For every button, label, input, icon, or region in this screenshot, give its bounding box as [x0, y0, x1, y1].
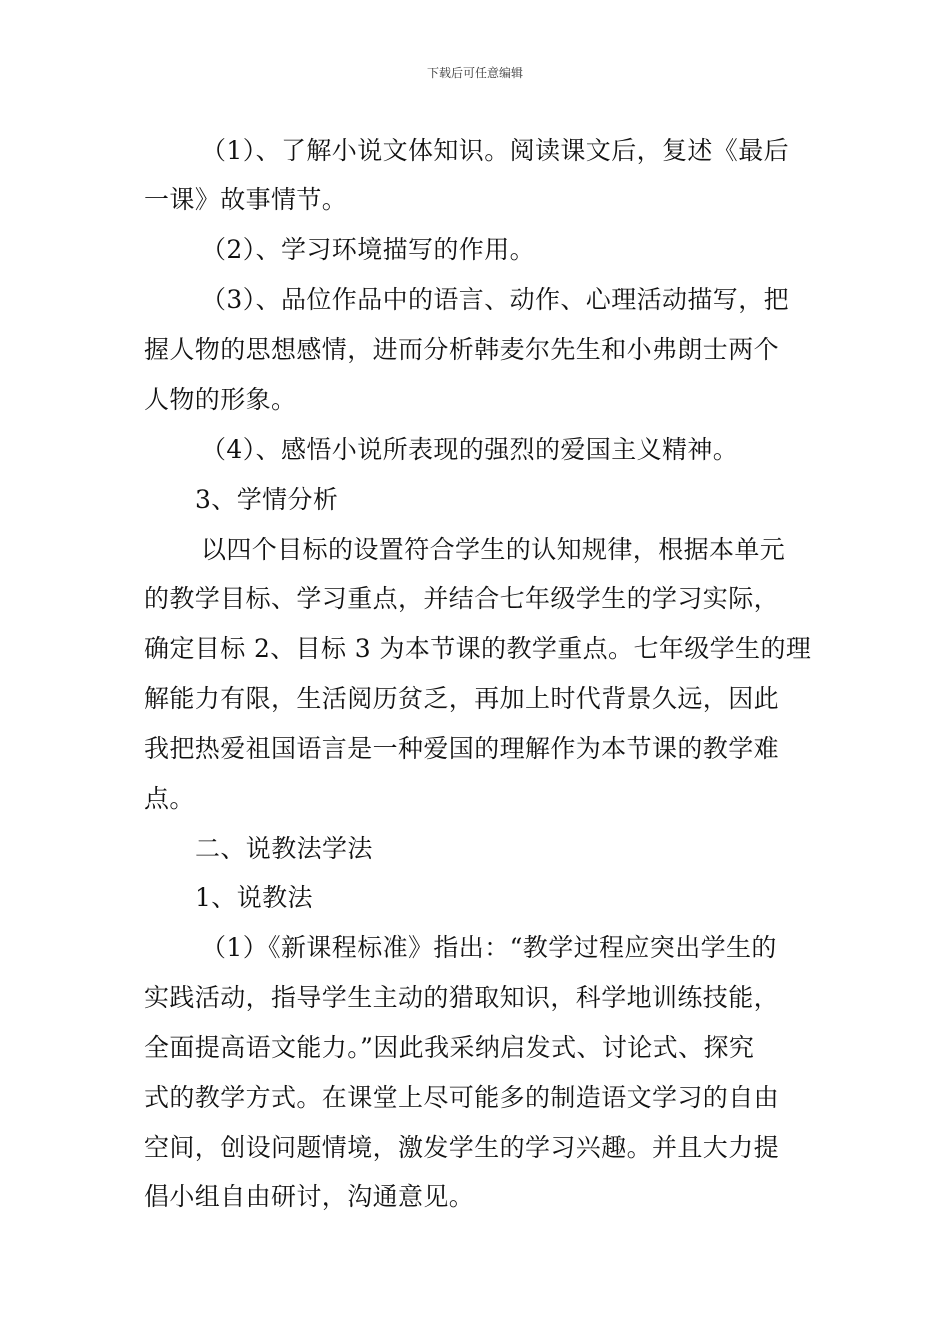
text-line-10: 的教学目标、学习重点，并结合七年级学生的学习实际，: [144, 584, 780, 613]
text-line-12: 解能力有限，生活阅历贫乏，再加上时代背景久远，因此: [144, 684, 780, 713]
text-line-6: 人物的形象。: [144, 385, 297, 414]
text-line-3: （2）、学习环境描写的作用。: [201, 235, 536, 264]
text-line-18: 实践活动，指导学生主动的猎取知识，科学地训练技能，: [144, 983, 780, 1012]
text-line-22: 倡小组自由研讨，沟通意见。: [144, 1182, 475, 1211]
text-line-2: 一课》故事情节。: [144, 185, 348, 214]
page-header: 下载后可任意编辑: [426, 66, 523, 80]
text-line-20: 式的教学方式。在课堂上尽可能多的制造语文学习的自由: [144, 1083, 780, 1112]
text-line-17: （1）《新课程标准》指出：“教学过程应突出学生的: [201, 933, 777, 962]
text-line-14: 点。: [144, 784, 195, 813]
section-heading-shuo-jiaofa: 1、说教法: [195, 883, 313, 912]
section-heading-jiaofa-xuefa: 二、说教法学法: [195, 834, 373, 863]
text-line-11: 确定目标 2、目标 3 为本节课的教学重点。七年级学生的理: [144, 634, 812, 663]
text-line-9: 以四个目标的设置符合学生的认知规律，根据本单元: [201, 535, 786, 564]
text-line-5: 握人物的思想感情，进而分析韩麦尔先生和小弗朗士两个: [144, 335, 780, 364]
text-line-13: 我把热爱祖国语言是一种爱国的理解作为本节课的教学难: [144, 734, 780, 763]
text-line-21: 空间，创设问题情境，激发学生的学习兴趣。并且大力提: [144, 1133, 780, 1162]
text-line-19: 全面提高语文能力。”因此我采纳启发式、讨论式、探究: [144, 1033, 755, 1062]
section-heading-xueqing: 3、学情分析: [195, 485, 339, 514]
text-line-1: （1）、了解小说文体知识。阅读课文后，复述《最后: [201, 136, 790, 165]
text-line-7: （4）、感悟小说所表现的强烈的爱国主义精神。: [201, 435, 739, 464]
text-line-4: （3）、品位作品中的语言、动作、心理活动描写，把: [201, 285, 790, 314]
